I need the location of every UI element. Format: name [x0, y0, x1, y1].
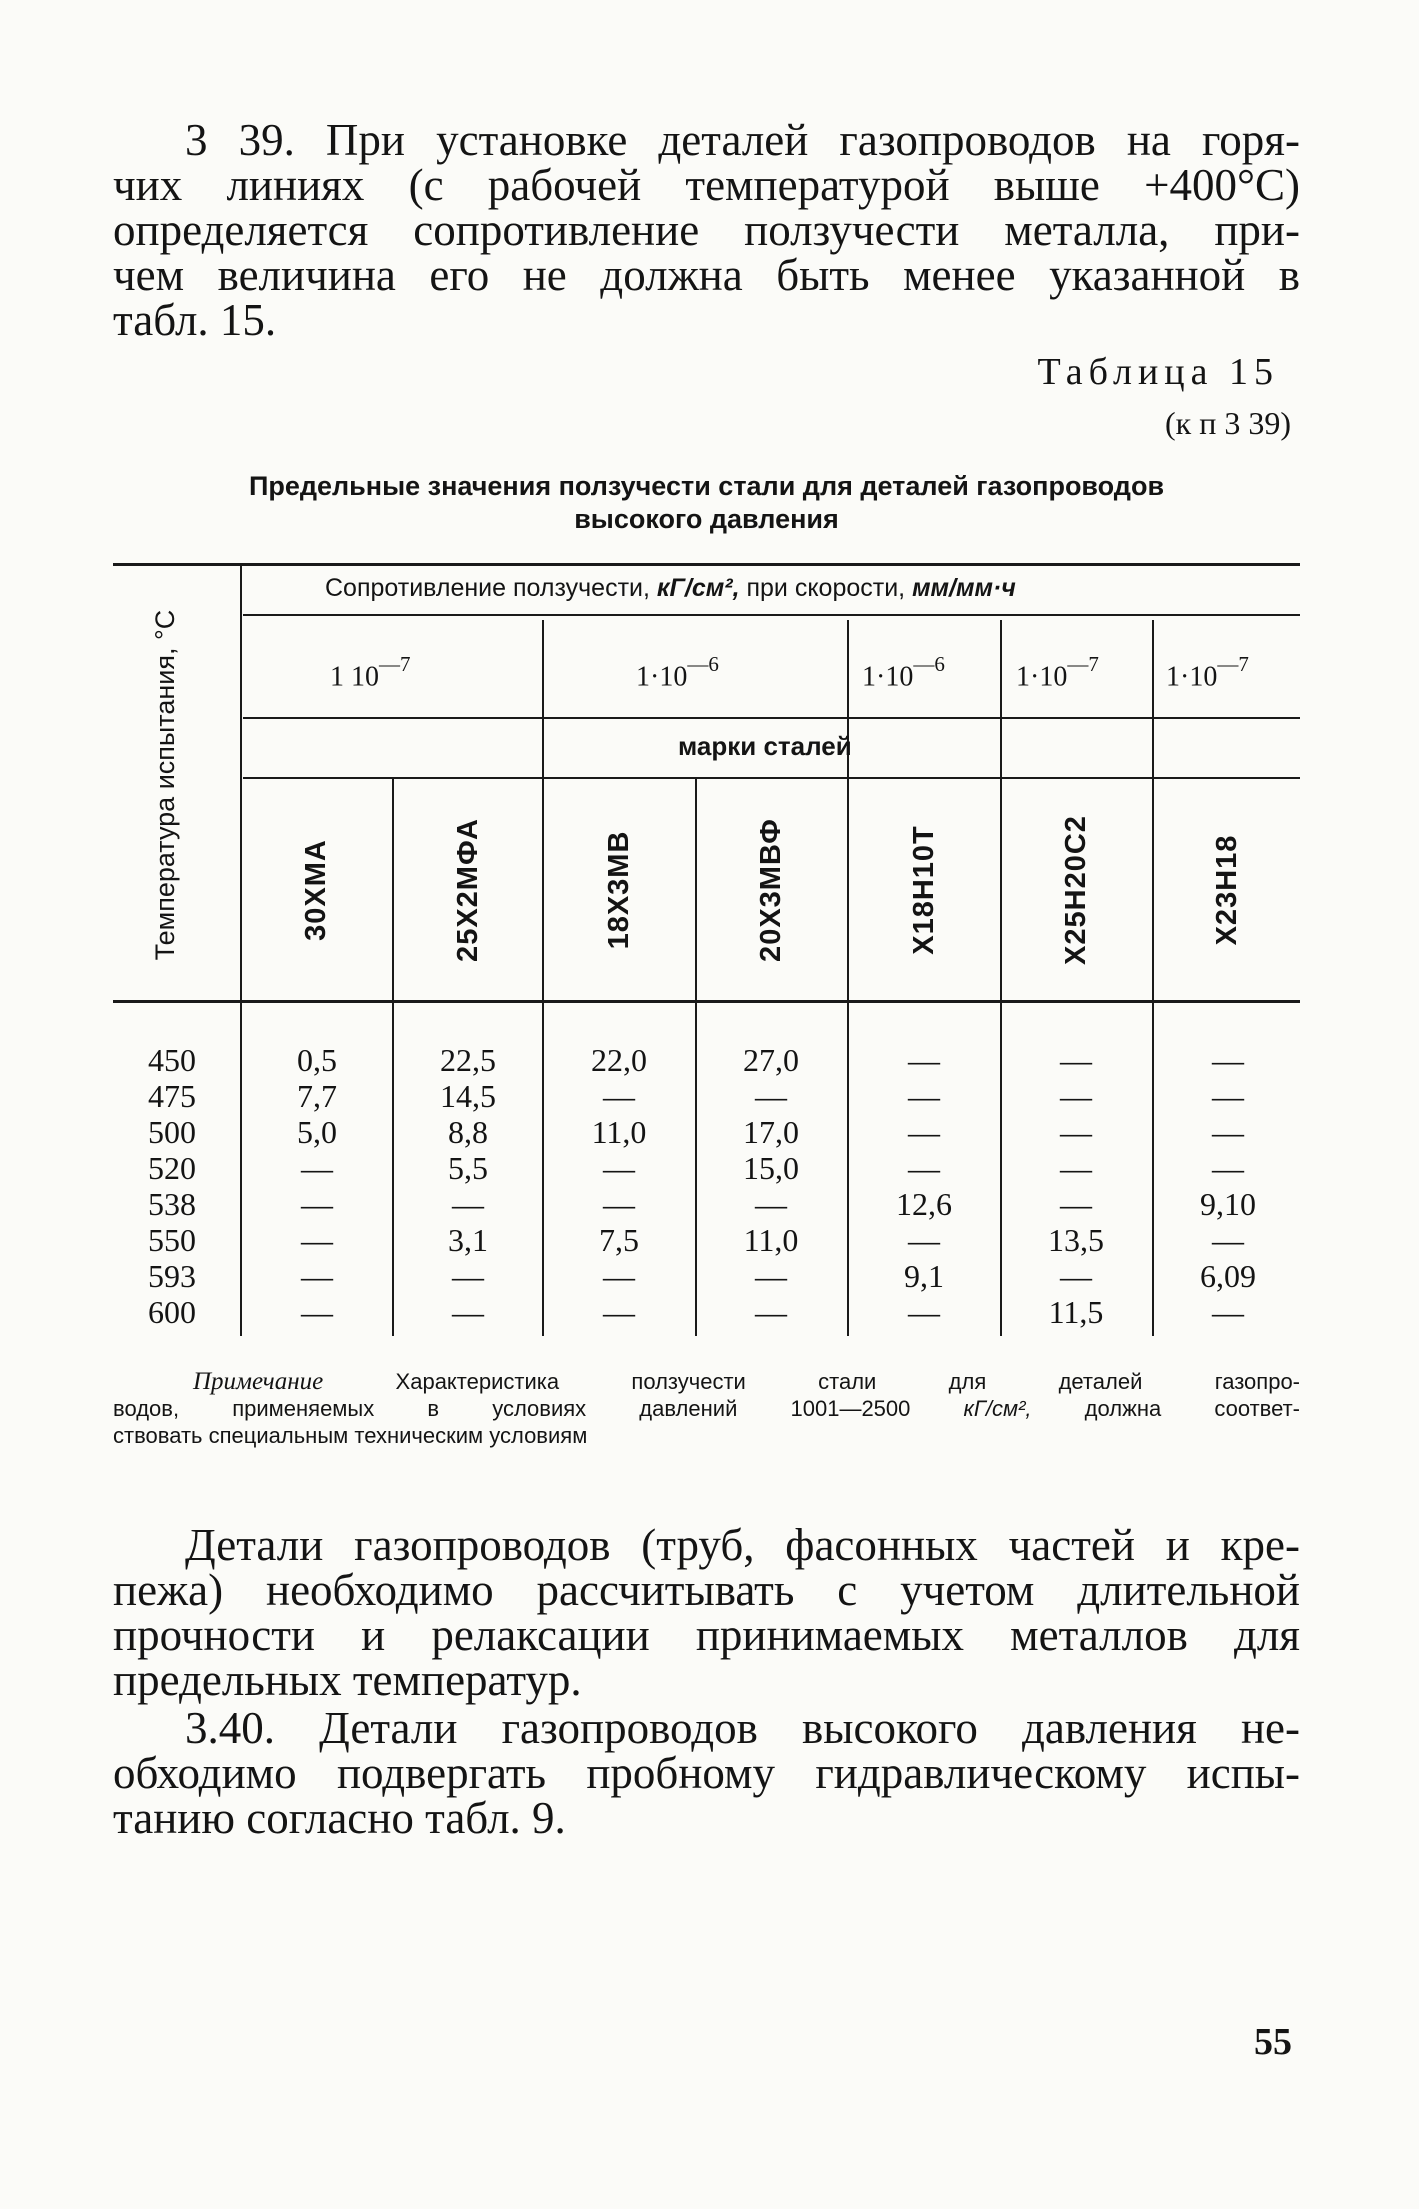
steel-grade-header: Х25Н20С2	[1060, 815, 1092, 965]
paragraph-line: предельных температур.	[113, 1655, 582, 1705]
temperature-header: Температура испытания, °С	[150, 609, 180, 961]
paragraph-line: 3 39. При установке деталей газопроводов на горя-	[185, 115, 1300, 165]
table-cell: —	[1212, 1042, 1244, 1078]
table-title-line: Предельные значения ползучести стали для деталей газопроводов	[248, 471, 1165, 501]
paragraph-line: обходимо подвергать пробному гидравлическому испы-	[113, 1748, 1300, 1798]
paragraph-3-40	[113, 1703, 1300, 1843]
table-reference: (к п 3 39)	[1165, 405, 1291, 441]
table-cell: —	[1212, 1114, 1244, 1150]
note-line: водов, применяемых в условиях давлений 1001—2500 кГ/см², должна соответ-	[113, 1396, 1300, 1421]
table-cell: —	[452, 1258, 484, 1294]
table-cell: 12,6	[896, 1186, 952, 1222]
table-cell: —	[301, 1150, 333, 1186]
column-divider	[542, 620, 544, 1336]
column-divider	[1000, 620, 1002, 1336]
steel-grade-header: 25Х2МФА	[452, 818, 484, 962]
pressure-unit: кГ/см²,	[963, 1396, 1032, 1421]
note-line: ствовать специальным техническим условиям	[113, 1423, 588, 1448]
table-cell: —	[301, 1186, 333, 1222]
table-cell: 11,5	[1048, 1294, 1104, 1330]
paragraph-details	[113, 1520, 1300, 1705]
table-cell: 22,0	[591, 1042, 647, 1078]
temperature-cell: 500	[148, 1114, 196, 1150]
table-cell: —	[755, 1258, 787, 1294]
table-cell: 6,09	[1200, 1258, 1256, 1294]
table-title	[113, 470, 1300, 536]
table-cell: 14,5	[440, 1078, 496, 1114]
temperature-cell: 475	[148, 1078, 196, 1114]
table-top-rule	[113, 563, 1300, 566]
rule-under-rates	[243, 717, 1300, 719]
grades-header: марки сталей	[678, 731, 852, 761]
table-cell: —	[452, 1186, 484, 1222]
table-cell: —	[1060, 1150, 1092, 1186]
table-cell: 3,1	[448, 1222, 488, 1258]
table-cell: —	[755, 1186, 787, 1222]
temperature-cell: 550	[148, 1222, 196, 1258]
temperature-cell: 600	[148, 1294, 196, 1330]
table-cell: —	[1060, 1258, 1092, 1294]
steel-grade-header: Х23Н18	[1211, 834, 1243, 946]
table-cell: 11,0	[743, 1222, 799, 1258]
column-divider	[240, 563, 242, 1336]
column-divider	[695, 779, 697, 1336]
paragraph-line: прочности и релаксации принимаемых металлов для	[113, 1610, 1300, 1660]
table-title-line: высокого давления	[574, 504, 839, 534]
temperature-cell: 450	[148, 1042, 196, 1078]
table-cell: 27,0	[743, 1042, 799, 1078]
paragraph-line: определяется сопротивление ползучести металла, при-	[113, 205, 1300, 255]
steel-grade-header: 20Х3МВФ	[755, 818, 787, 962]
table-cell: —	[755, 1294, 787, 1330]
rate-header: $1\cdot 10^{—6}$	[862, 652, 945, 693]
table-cell: 5,5	[448, 1150, 488, 1186]
paragraph-line: чих линиях (с рабочей температурой выше +400°С)	[113, 160, 1300, 210]
table-cell: 17,0	[743, 1114, 799, 1150]
table-cell: 13,5	[1048, 1222, 1104, 1258]
table-cell: —	[1212, 1078, 1244, 1114]
rate-header: 1 $10^{—7}$	[330, 652, 411, 693]
table-cell: —	[908, 1042, 940, 1078]
rate-header: $1\cdot 10^{—7}$	[1016, 652, 1099, 693]
rule-under-resistance-header	[243, 614, 1300, 616]
table-cell: —	[908, 1114, 940, 1150]
rate-header: $1\cdot 10^{—7}$	[1166, 652, 1249, 693]
table-cell: —	[301, 1294, 333, 1330]
table-cell: 5,0	[297, 1114, 337, 1150]
note-label: Примечание	[193, 1368, 324, 1395]
column-divider	[847, 620, 849, 1336]
resistance-header: Сопротивление ползучести, кГ/см², при скорости, мм/мм·ч	[325, 574, 1016, 602]
table-cell: 7,7	[297, 1078, 337, 1114]
temperature-cell: 538	[148, 1186, 196, 1222]
table-cell: 8,8	[448, 1114, 488, 1150]
steel-grade-header: 18Х3МВ	[603, 830, 635, 950]
table-cell: 22,5	[440, 1042, 496, 1078]
speed-unit: мм/мм·ч	[912, 574, 1016, 602]
paragraph-line: 3.40. Детали газопроводов высокого давления не-	[185, 1703, 1300, 1753]
table-cell: 9,1	[904, 1258, 944, 1294]
table-cell: —	[908, 1294, 940, 1330]
table-cell: —	[603, 1294, 635, 1330]
steel-grade-header: Х18Н10Т	[908, 825, 940, 955]
table-cell: 15,0	[743, 1150, 799, 1186]
table-cell: —	[452, 1294, 484, 1330]
table-cell: —	[603, 1258, 635, 1294]
rate-header: $1\cdot 10^{—6}$	[636, 652, 719, 693]
paragraph-line: табл. 15.	[113, 295, 277, 345]
table-cell: —	[1212, 1150, 1244, 1186]
paragraph-line: чем величина его не должна быть менее указанной в	[113, 250, 1300, 300]
table-note	[113, 1368, 1300, 1449]
table-cell: —	[1060, 1114, 1092, 1150]
table-cell: —	[1212, 1222, 1244, 1258]
table-cell: —	[1060, 1078, 1092, 1114]
steel-grade-header: 30ХМА	[300, 839, 332, 941]
table-label: Таблица 15	[1037, 351, 1279, 393]
table-cell: 9,10	[1200, 1186, 1256, 1222]
table-cell: —	[603, 1150, 635, 1186]
note-line: Примечание Характеристика ползучести стали для деталей газопро-	[193, 1368, 1301, 1395]
resistance-unit: кГ/см²,	[656, 574, 747, 602]
rule-under-grades	[243, 777, 1300, 779]
column-divider	[1152, 620, 1154, 1336]
table-cell: —	[301, 1258, 333, 1294]
paragraph-line: танию согласно табл. 9.	[113, 1793, 566, 1843]
table-cell: —	[603, 1186, 635, 1222]
column-divider	[392, 779, 394, 1336]
table-cell: 7,5	[599, 1222, 639, 1258]
table-cell: —	[301, 1222, 333, 1258]
temperature-cell: 593	[148, 1258, 196, 1294]
paragraph-line: Детали газопроводов (труб, фасонных частей и кре-	[185, 1520, 1300, 1570]
table-cell: 11,0	[591, 1114, 647, 1150]
header-bottom-rule	[113, 1000, 1300, 1003]
temperature-cell: 520	[148, 1150, 196, 1186]
table-cell: —	[1212, 1294, 1244, 1330]
table-cell: 0,5	[297, 1042, 337, 1078]
table-cell: —	[908, 1222, 940, 1258]
table-cell: —	[908, 1078, 940, 1114]
table-cell: —	[603, 1078, 635, 1114]
paragraph-3-39	[113, 115, 1300, 345]
paragraph-line: пежа) необходимо рассчитывать с учетом длительной	[113, 1565, 1300, 1615]
table-cell: —	[1060, 1186, 1092, 1222]
table-cell: —	[908, 1150, 940, 1186]
page-number: 55	[1254, 2021, 1292, 2063]
table-cell: —	[755, 1078, 787, 1114]
table-cell: —	[1060, 1042, 1092, 1078]
